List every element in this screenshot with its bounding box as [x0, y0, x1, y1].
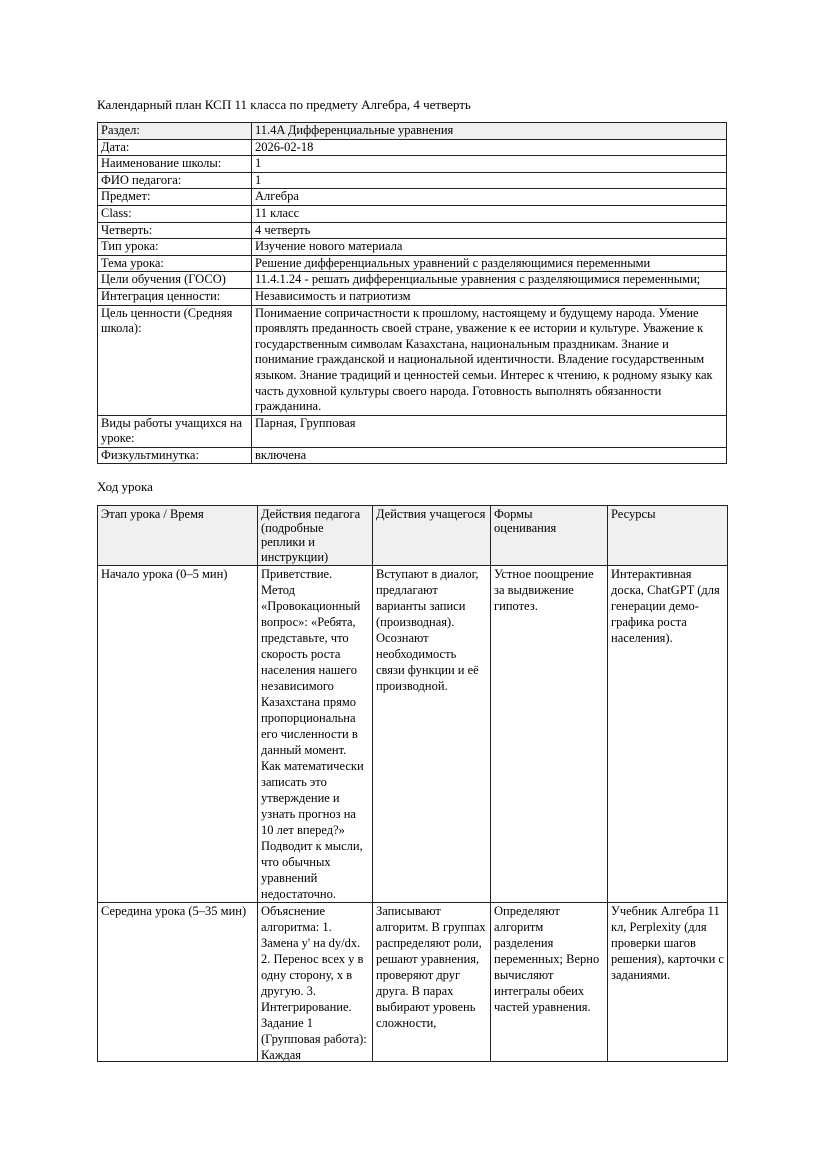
- teacher-actions-cell: [258, 565, 373, 902]
- table-row: [98, 565, 728, 902]
- row-label: Тема урока:: [98, 255, 252, 272]
- table-row: [98, 447, 727, 464]
- row-label: Виды работы учащихся на уроке:: [98, 415, 252, 447]
- column-header-resources: Ресурсы: [608, 506, 728, 566]
- table-row: [98, 139, 727, 156]
- resources-cell: [608, 902, 728, 1061]
- assessment-text: Устное поощрение за выдвижение гипотез.: [494, 566, 594, 613]
- row-label: ФИО педагога:: [98, 172, 252, 189]
- table-row: [98, 415, 727, 447]
- table-row: [98, 172, 727, 189]
- row-value: 1: [252, 156, 727, 173]
- row-value: 11 класс: [252, 205, 727, 222]
- row-value: 1: [252, 172, 727, 189]
- page-title: Календарный план КСП 11 класса по предмету Алгебра, 4 четверть: [97, 97, 471, 112]
- student-actions-text: Записывают алгоритм. В группах распределяют роли, решают уравнения, проверяют друг друга. В парах выбирают уровень сложности,: [376, 903, 486, 1030]
- student-actions-cell: [373, 902, 491, 1061]
- assessment-cell: [491, 902, 608, 1061]
- student-actions-cell: [373, 565, 491, 902]
- row-value: Парная, Групповая: [252, 415, 727, 447]
- row-label: Дата:: [98, 139, 252, 156]
- row-value: 2026-02-18: [252, 139, 727, 156]
- column-header-assessment: Формы оценивания: [491, 506, 608, 566]
- teacher-actions-text: Объяснение алгоритма: 1. Замена y' на dy/dx. 2. Перенос всех y в одну сторону, x в другую. 3. Интегрирование. Задание 1 (Групповая работа): Каждая: [261, 903, 367, 1061]
- row-value: 11.4.1.24 - решать дифференциальные уравнения с разделяющимися переменными;: [252, 272, 727, 289]
- table-row: [98, 123, 727, 140]
- table-row: [98, 205, 727, 222]
- stage-text: Середина урока (5–35 мин): [101, 903, 247, 918]
- table-row: [98, 288, 727, 305]
- row-label: Физкультминутка:: [98, 447, 252, 464]
- row-label: Цель ценности (Средняя школа):: [98, 305, 252, 415]
- resources-cell: [608, 565, 728, 902]
- table-row: [98, 189, 727, 206]
- row-label: Цели обучения (ГОСО): [98, 272, 252, 289]
- row-value: Алгебра: [252, 189, 727, 206]
- table-row: [98, 272, 727, 289]
- assessment-text: Определяют алгоритм разделения переменных; Верно вычисляют интегралы обеих частей уравнения.: [494, 903, 600, 1014]
- lesson-info-table: [97, 122, 727, 464]
- stage-text: Начало урока (0–5 мин): [101, 566, 228, 581]
- table-row: [98, 239, 727, 256]
- student-actions-text: Вступают в диалог, предлагают варианты записи (производная). Осознают необходимость связи функции и её производной.: [376, 566, 479, 693]
- table-row: [98, 222, 727, 239]
- column-header-teacher-actions: Действия педагога (подробные реплики и инструкции): [258, 506, 373, 566]
- table-row: [98, 305, 727, 415]
- stage-cell: [98, 565, 258, 902]
- row-label: Наименование школы:: [98, 156, 252, 173]
- row-label: Предмет:: [98, 189, 252, 206]
- table-row: [98, 255, 727, 272]
- row-label: Class:: [98, 205, 252, 222]
- column-header-student-actions: Действия учащегося: [373, 506, 491, 566]
- row-value: Понимаение сопричастности к прошлому, настоящему и будущему народа. Умение проявлять преданность своей стране, уважение к ее истории и культуре. Уважение к государственным символам Казахстана, национальным праздникам. Знание и понимание гражданской и национальной идентичности. Владение государственным языком. Знание традиций и ценностей семьи. Интерес к чтению, к родному языку как часть духовной культуры своего народа. Готовность выполнять обязанности гражданина.: [252, 305, 727, 415]
- row-value: Изучение нового материала: [252, 239, 727, 256]
- table-row: [98, 902, 728, 1061]
- section-heading: Ход урока: [97, 479, 153, 494]
- row-label: Интеграция ценности:: [98, 288, 252, 305]
- row-value: включена: [252, 447, 727, 464]
- row-value: 4 четверть: [252, 222, 727, 239]
- row-value: 11.4A Дифференциальные уравнения: [252, 123, 727, 140]
- row-value: Независимость и патриотизм: [252, 288, 727, 305]
- lesson-flow-table: [97, 505, 728, 1062]
- header-row: [98, 506, 728, 566]
- row-label: Раздел:: [98, 123, 252, 140]
- teacher-actions-text: Приветствие. Метод «Провокационный вопрос»: «Ребята, представьте, что скорость роста населения нашего независимого Казахстана прямо пропорциональна его численности в данный момент. Как математически записать это утверждение и узнать прогноз на 10 лет вперед?» Подводит к мысли, что обычных уравнений недостаточно.: [261, 566, 364, 901]
- assessment-cell: [491, 565, 608, 902]
- teacher-actions-cell: [258, 902, 373, 1061]
- row-label: Тип урока:: [98, 239, 252, 256]
- column-header-stage: Этап урока / Время: [98, 506, 258, 566]
- resources-text: Учебник Алгебра 11 кл, Perplexity (для проверки шагов решения), карточки с заданиями.: [611, 903, 724, 982]
- stage-cell: [98, 902, 258, 1061]
- resources-text: Интерактивная доска, ChatGPT (для генерации демо-графика роста населения).: [611, 566, 720, 645]
- row-value: Решение дифференциальных уравнений с разделяющимися переменными: [252, 255, 727, 272]
- table-row: [98, 156, 727, 173]
- row-label: Четверть:: [98, 222, 252, 239]
